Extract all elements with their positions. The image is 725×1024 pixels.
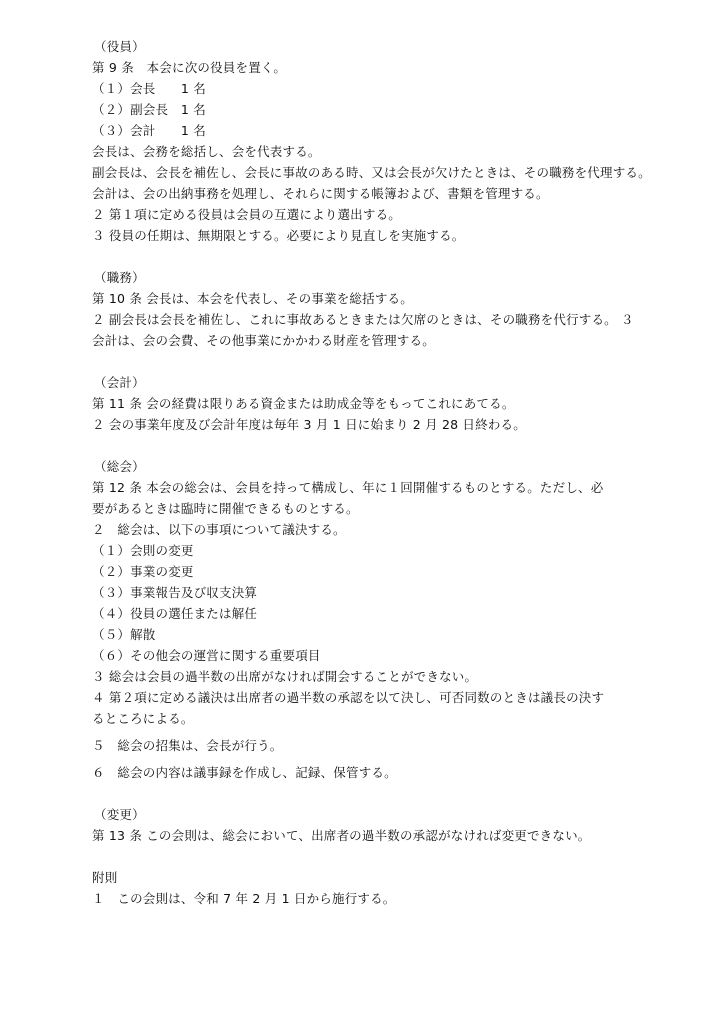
paragraph-line: ６ 総会の内容は議事録を作成し、記録、保管する。 (92, 765, 397, 780)
paragraph-line: ２ 総会は、以下の事項について議決する。 (92, 522, 346, 537)
paragraph-line: るところによる。 (92, 711, 194, 726)
paragraph-line: ３ 役員の任期は、無期限とする。必要により見直しを実施する。 (92, 228, 465, 243)
article-11-title: 第 11 条 会の経費は限りある資金または助成金等をもってこれにあてる。 (92, 396, 515, 411)
paragraph-line: ５ 総会の招集は、会長が行う。 (92, 738, 283, 753)
article-12-title: 第 12 条 本会の総会は、会員を持って構成し、年に１回開催するものとする。ただし、必 (92, 480, 604, 495)
paragraph-line: 要があるときは臨時に開催できるものとする。 (92, 501, 359, 516)
section-spacer (92, 783, 692, 804)
section-heading-supplementary: 附則 (92, 870, 118, 885)
paragraph-line: ２ 副会長は会長を補佐し、これに事故あるときまたは欠席のときは、その職務を代行する。 ３ (92, 312, 634, 327)
paragraph-line: 会計は、会の出納事務を処理し、それらに関する帳簿および、書類を管理する。 (92, 186, 549, 201)
paragraph-line: ２ 第１項に定める役員は会員の互選により選出する。 (92, 207, 401, 222)
section-heading-officers: （役員） (94, 39, 145, 54)
paragraph-line: 会長は、会務を総括し、会を代表する。 (92, 144, 321, 159)
section-heading-amendment: （変更） (94, 807, 145, 822)
section-heading-duties: （職務） (94, 270, 145, 285)
paragraph-line: 副会長は、会長を補佐し、会長に事故のある時、又は会長が欠けたときは、その職務を代理する。 (92, 165, 651, 180)
list-item: （５）解散 (92, 627, 156, 642)
paragraph-line: ３ 総会は会員の過半数の出席がなければ開会することができない。 (92, 669, 478, 684)
section-spacer (92, 351, 692, 372)
list-item: （１）会長 1 名 (92, 81, 206, 96)
list-item: （２）事業の変更 (92, 564, 194, 579)
article-9-title: 第 9 条 本会に次の役員を置く。 (92, 60, 287, 75)
section-spacer (92, 246, 692, 267)
list-item: （１）会則の変更 (92, 543, 194, 558)
paragraph-line: ２ 会の事業年度及び会計年度は毎年 3 月 1 日に始まり 2 月 28 日終わる。 (92, 417, 526, 432)
paragraph-line: 会計は、会の会費、その他事業にかかわる財産を管理する。 (92, 333, 435, 348)
paragraph-line: １ この会則は、令和 7 年 2 月 1 日から施行する。 (92, 891, 396, 906)
article-13-title: 第 13 条 この会則は、総会において、出席者の過半数の承認がなければ変更できない。 (92, 828, 591, 843)
section-heading-general-meeting: （総会） (94, 459, 145, 474)
list-item: （３）会計 1 名 (92, 123, 206, 138)
list-item: （３）事業報告及び収支決算 (92, 585, 258, 600)
list-item: （４）役員の選任または解任 (92, 606, 258, 621)
section-heading-accounting: （会計） (94, 375, 145, 390)
section-spacer (92, 846, 692, 867)
bylaws-content (92, 36, 692, 909)
article-10-title: 第 10 条 会長は、本会を代表し、その事業を総括する。 (92, 291, 413, 306)
list-item: （６）その他会の運営に関する重要項目 (92, 648, 321, 663)
paragraph-line: ４ 第２項に定める議決は出席者の過半数の承認を以て決し、可否同数のときは議長の決す (92, 690, 605, 705)
list-item: （２）副会長 1 名 (92, 102, 206, 117)
section-spacer (92, 435, 692, 456)
